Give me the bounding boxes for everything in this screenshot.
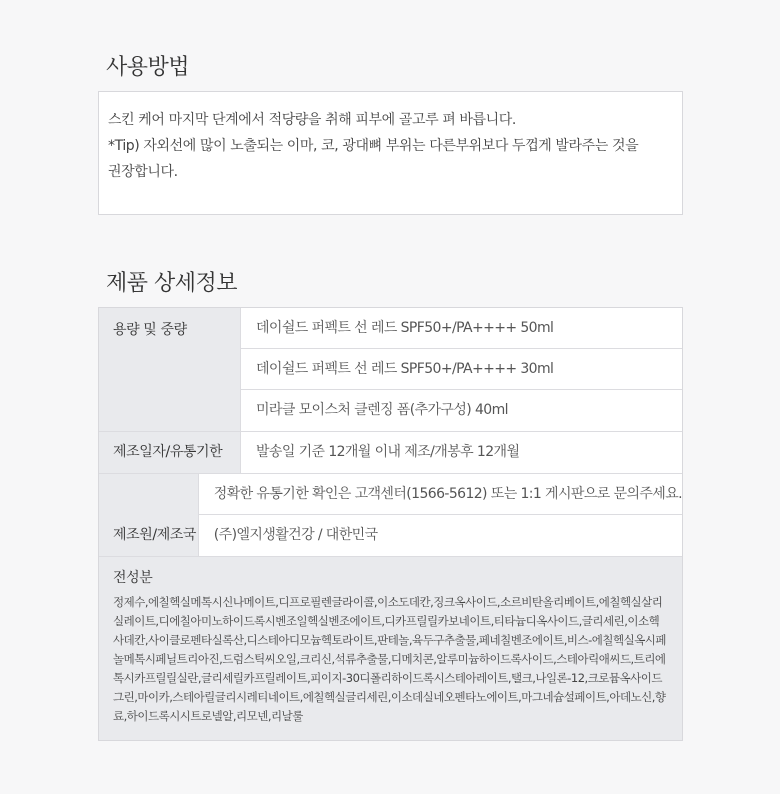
detail-values	[241, 308, 682, 431]
product-detail-table	[98, 307, 683, 741]
detail-values	[199, 474, 682, 556]
detail-value: (주)엘지생활건강 / 대한민국	[213, 527, 378, 543]
detail-label: 제조일자/유통기한	[99, 432, 241, 473]
usage-section-title: 사용방법	[106, 55, 190, 80]
detail-values	[241, 432, 682, 473]
detail-row-manufacturer	[99, 474, 682, 557]
detail-row-volume	[99, 308, 682, 432]
detail-section-title: 제품 상세정보	[106, 271, 238, 296]
ingredients-text: 정제수,에칠헥실메톡시신나메이트,디프로필렌글라이콜,이소도데칸,징크옥사이드,소르비탄올리베이트,에칠헥실살리실레이트,디에칠아미노하이드록시벤조일헥실벤조에이트,디카프릴릴카보네이트,티타늄디옥사이드,글리세린,이소헥사데칸,사이클로펜타실록산,디스테아디모늄헥토라이트,판테놀,육두구추출물,페네칠벤조에이트,비스-에칠헥실옥시페놀메톡시페닐트리아진,드럼스틱씨오일,크리신,석류추출물,디메치콘,알루미늄하이드록사이드,스테아릭애씨드,트리에톡시카프릴릴실란,글리세릴카프릴레이트,피이지-30디폴리하이드록시스테아레이트,탤크,나일론-12,크로뮴옥사이드그린,마이카,스테아릴글리시레티네이트,에칠헥실글리세린,이소데실네오펜타노에이트,마그네슘설페이트,아데노신,향료,하이드록시시트로넬알,리모넨,리날룰	[113, 595, 667, 723]
usage-line: 스킨 케어 마지막 단계에서 적당량을 취해 피부에 골고루 펴 바릅니다.	[108, 112, 516, 128]
usage-instructions-box	[98, 91, 683, 215]
usage-line: 권장합니다.	[108, 164, 178, 180]
detail-value: 데이쉴드 퍼펙트 선 레드 SPF50+/PA++++ 30ml	[241, 349, 682, 390]
detail-value: 미라클 모이스처 클렌징 폼(추가구성) 40ml	[256, 402, 508, 418]
ingredients-title: 전성분	[113, 570, 153, 586]
detail-label: 용량 및 중량	[99, 308, 241, 431]
usage-line: *Tip) 자외선에 많이 노출되는 이마, 코, 광대뼈 부위는 다른부위보다 두껍게 발라주는 것을	[108, 138, 639, 154]
detail-row-expiry	[99, 432, 682, 474]
detail-label: 제조원/제조국	[99, 474, 199, 556]
detail-value: 데이쉴드 퍼펙트 선 레드 SPF50+/PA++++ 50ml	[241, 308, 682, 349]
detail-value: 정확한 유통기한 확인은 고객센터(1566-5612) 또는 1:1 게시판으로 문의주세요.	[199, 474, 682, 515]
detail-value: 발송일 기준 12개월 이내 제조/개봉후 12개월	[256, 444, 520, 460]
ingredients-section	[99, 557, 682, 740]
